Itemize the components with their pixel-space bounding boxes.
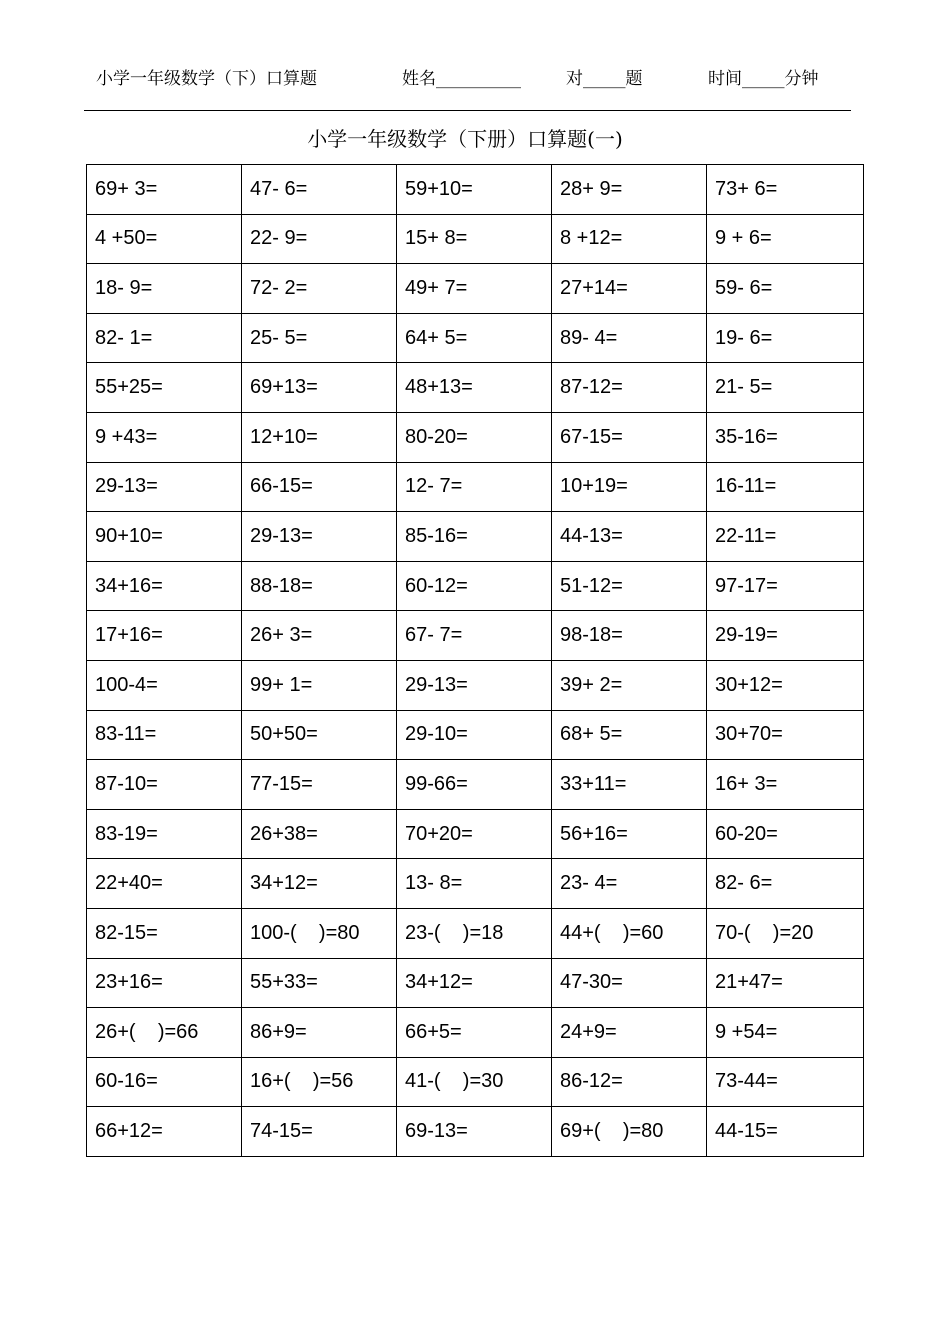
correct-label: 对 bbox=[566, 69, 583, 89]
problem-cell[interactable]: 82- 1= bbox=[87, 313, 242, 363]
problem-cell[interactable]: 44-13= bbox=[552, 512, 707, 562]
problem-row bbox=[87, 958, 864, 1008]
problem-cell[interactable]: 23+16= bbox=[87, 958, 242, 1008]
problem-cell[interactable]: 12+10= bbox=[242, 412, 397, 462]
problem-cell[interactable]: 19- 6= bbox=[707, 313, 864, 363]
name-field[interactable] bbox=[402, 64, 521, 89]
problem-cell[interactable]: 82- 6= bbox=[707, 859, 864, 909]
problem-cell[interactable]: 23-( )=18 bbox=[397, 908, 552, 958]
problem-cell[interactable]: 60-20= bbox=[707, 809, 864, 859]
problem-cell[interactable]: 72- 2= bbox=[242, 264, 397, 314]
problem-cell[interactable]: 29-13= bbox=[87, 462, 242, 512]
problem-cell[interactable]: 67- 7= bbox=[397, 611, 552, 661]
problem-cell[interactable]: 66-15= bbox=[242, 462, 397, 512]
problem-cell[interactable]: 28+ 9= bbox=[552, 165, 707, 215]
time-blank[interactable]: _____ bbox=[742, 69, 785, 89]
problem-row bbox=[87, 313, 864, 363]
problem-cell[interactable]: 69+13= bbox=[242, 363, 397, 413]
problem-cell[interactable]: 8 +12= bbox=[552, 214, 707, 264]
problem-cell[interactable]: 39+ 2= bbox=[552, 660, 707, 710]
time-field[interactable] bbox=[708, 64, 819, 89]
problem-cell[interactable]: 68+ 5= bbox=[552, 710, 707, 760]
problem-cell[interactable]: 66+12= bbox=[87, 1107, 242, 1157]
name-blank[interactable]: __________ bbox=[436, 69, 521, 89]
problem-cell[interactable]: 16+ 3= bbox=[707, 760, 864, 810]
problem-cell[interactable]: 33+11= bbox=[552, 760, 707, 810]
problem-cell[interactable]: 16-11= bbox=[707, 462, 864, 512]
problem-cell[interactable]: 48+13= bbox=[397, 363, 552, 413]
problem-cell[interactable]: 4 +50= bbox=[87, 214, 242, 264]
problem-cell[interactable]: 18- 9= bbox=[87, 264, 242, 314]
problem-cell[interactable]: 56+16= bbox=[552, 809, 707, 859]
header-divider bbox=[84, 110, 851, 111]
problem-cell[interactable]: 73+ 6= bbox=[707, 165, 864, 215]
problem-cell[interactable]: 29-13= bbox=[242, 512, 397, 562]
problem-cell[interactable]: 69+( )=80 bbox=[552, 1107, 707, 1157]
problem-row bbox=[87, 462, 864, 512]
problem-row bbox=[87, 1107, 864, 1157]
problem-cell[interactable]: 16+( )=56 bbox=[242, 1057, 397, 1107]
problem-grid bbox=[86, 164, 864, 1157]
problem-cell[interactable]: 12- 7= bbox=[397, 462, 552, 512]
problem-cell[interactable]: 59- 6= bbox=[707, 264, 864, 314]
problem-row bbox=[87, 1057, 864, 1107]
problem-cell[interactable]: 100-4= bbox=[87, 660, 242, 710]
problem-cell[interactable]: 97-17= bbox=[707, 561, 864, 611]
problem-cell[interactable]: 9 +54= bbox=[707, 1008, 864, 1058]
problem-cell[interactable]: 44+( )=60 bbox=[552, 908, 707, 958]
problem-cell[interactable]: 80-20= bbox=[397, 412, 552, 462]
problem-row bbox=[87, 611, 864, 661]
problem-row bbox=[87, 363, 864, 413]
worksheet-title: 小学一年级数学（下册）口算题(一) bbox=[307, 127, 623, 151]
problem-row bbox=[87, 1008, 864, 1058]
problem-cell[interactable]: 98-18= bbox=[552, 611, 707, 661]
problem-row bbox=[87, 809, 864, 859]
time-label: 时间 bbox=[708, 69, 742, 89]
problem-row bbox=[87, 660, 864, 710]
problem-cell[interactable]: 60-16= bbox=[87, 1057, 242, 1107]
problem-cell[interactable]: 29-13= bbox=[397, 660, 552, 710]
problem-row bbox=[87, 760, 864, 810]
problem-cell[interactable]: 69+ 3= bbox=[87, 165, 242, 215]
problem-cell[interactable]: 82-15= bbox=[87, 908, 242, 958]
problem-cell[interactable]: 67-15= bbox=[552, 412, 707, 462]
problem-cell[interactable]: 10+19= bbox=[552, 462, 707, 512]
problem-cell[interactable]: 69-13= bbox=[397, 1107, 552, 1157]
problem-cell[interactable]: 24+9= bbox=[552, 1008, 707, 1058]
problem-cell[interactable]: 26+ 3= bbox=[242, 611, 397, 661]
problem-cell[interactable]: 22+40= bbox=[87, 859, 242, 909]
problem-cell[interactable]: 21+47= bbox=[707, 958, 864, 1008]
problem-row bbox=[87, 165, 864, 215]
problem-cell[interactable]: 22-11= bbox=[707, 512, 864, 562]
problem-cell[interactable]: 47-30= bbox=[552, 958, 707, 1008]
problem-cell[interactable]: 64+ 5= bbox=[397, 313, 552, 363]
problem-cell[interactable]: 55+33= bbox=[242, 958, 397, 1008]
problem-cell[interactable]: 99-66= bbox=[397, 760, 552, 810]
problem-cell[interactable]: 88-18= bbox=[242, 561, 397, 611]
problem-cell[interactable]: 9 + 6= bbox=[707, 214, 864, 264]
problem-cell[interactable]: 34+12= bbox=[397, 958, 552, 1008]
problem-cell[interactable]: 89- 4= bbox=[552, 313, 707, 363]
doc-label: 小学一年级数学（下）口算题 bbox=[96, 69, 317, 89]
problem-cell[interactable]: 34+16= bbox=[87, 561, 242, 611]
problem-cell[interactable]: 99+ 1= bbox=[242, 660, 397, 710]
problem-cell[interactable]: 87-10= bbox=[87, 760, 242, 810]
problem-cell[interactable]: 25- 5= bbox=[242, 313, 397, 363]
time-suffix: 分钟 bbox=[784, 69, 819, 89]
problem-cell[interactable]: 9 +43= bbox=[87, 412, 242, 462]
correct-suffix: 题 bbox=[625, 69, 643, 89]
problem-cell[interactable]: 17+16= bbox=[87, 611, 242, 661]
problem-cell[interactable]: 49+ 7= bbox=[397, 264, 552, 314]
problem-cell[interactable]: 74-15= bbox=[242, 1107, 397, 1157]
problem-cell[interactable]: 66+5= bbox=[397, 1008, 552, 1058]
problem-cell[interactable]: 70+20= bbox=[397, 809, 552, 859]
problem-cell[interactable]: 44-15= bbox=[707, 1107, 864, 1157]
problem-cell[interactable]: 29-19= bbox=[707, 611, 864, 661]
problem-cell[interactable]: 15+ 8= bbox=[397, 214, 552, 264]
problem-cell[interactable]: 30+70= bbox=[707, 710, 864, 760]
problem-row bbox=[87, 512, 864, 562]
problem-row bbox=[87, 412, 864, 462]
problem-cell[interactable]: 86-12= bbox=[552, 1057, 707, 1107]
problem-cell[interactable]: 30+12= bbox=[707, 660, 864, 710]
problem-cell[interactable]: 34+12= bbox=[242, 859, 397, 909]
problem-row bbox=[87, 264, 864, 314]
problem-row bbox=[87, 859, 864, 909]
problem-cell[interactable]: 22- 9= bbox=[242, 214, 397, 264]
problem-cell[interactable]: 35-16= bbox=[707, 412, 864, 462]
problem-cell[interactable]: 59+10= bbox=[397, 165, 552, 215]
problem-cell[interactable]: 50+50= bbox=[242, 710, 397, 760]
correct-count-field[interactable] bbox=[566, 64, 643, 89]
problem-cell[interactable]: 26+38= bbox=[242, 809, 397, 859]
problem-cell[interactable]: 87-12= bbox=[552, 363, 707, 413]
problem-row bbox=[87, 214, 864, 264]
problem-cell[interactable]: 73-44= bbox=[707, 1057, 864, 1107]
problem-cell[interactable]: 90+10= bbox=[87, 512, 242, 562]
page-header bbox=[0, 64, 950, 94]
problem-cell[interactable]: 83-19= bbox=[87, 809, 242, 859]
problem-cell[interactable]: 41-( )=30 bbox=[397, 1057, 552, 1107]
problem-cell[interactable]: 26+( )=66 bbox=[87, 1008, 242, 1058]
problem-cell[interactable]: 23- 4= bbox=[552, 859, 707, 909]
problem-row bbox=[87, 710, 864, 760]
problem-cell[interactable]: 55+25= bbox=[87, 363, 242, 413]
problem-cell[interactable]: 51-12= bbox=[552, 561, 707, 611]
problem-cell[interactable]: 29-10= bbox=[397, 710, 552, 760]
name-label: 姓名 bbox=[402, 69, 436, 89]
problem-row bbox=[87, 908, 864, 958]
problem-cell[interactable]: 47- 6= bbox=[242, 165, 397, 215]
correct-blank[interactable]: _____ bbox=[583, 69, 626, 89]
problem-row bbox=[87, 561, 864, 611]
problem-cell[interactable]: 100-( )=80 bbox=[242, 908, 397, 958]
problem-cell[interactable]: 13- 8= bbox=[397, 859, 552, 909]
problem-cell[interactable]: 60-12= bbox=[397, 561, 552, 611]
problem-cell[interactable]: 83-11= bbox=[87, 710, 242, 760]
problem-cell[interactable]: 86+9= bbox=[242, 1008, 397, 1058]
problem-cell[interactable]: 77-15= bbox=[242, 760, 397, 810]
problem-cell[interactable]: 85-16= bbox=[397, 512, 552, 562]
problem-cell[interactable]: 21- 5= bbox=[707, 363, 864, 413]
problem-cell[interactable]: 27+14= bbox=[552, 264, 707, 314]
problem-cell[interactable]: 70-( )=20 bbox=[707, 908, 864, 958]
